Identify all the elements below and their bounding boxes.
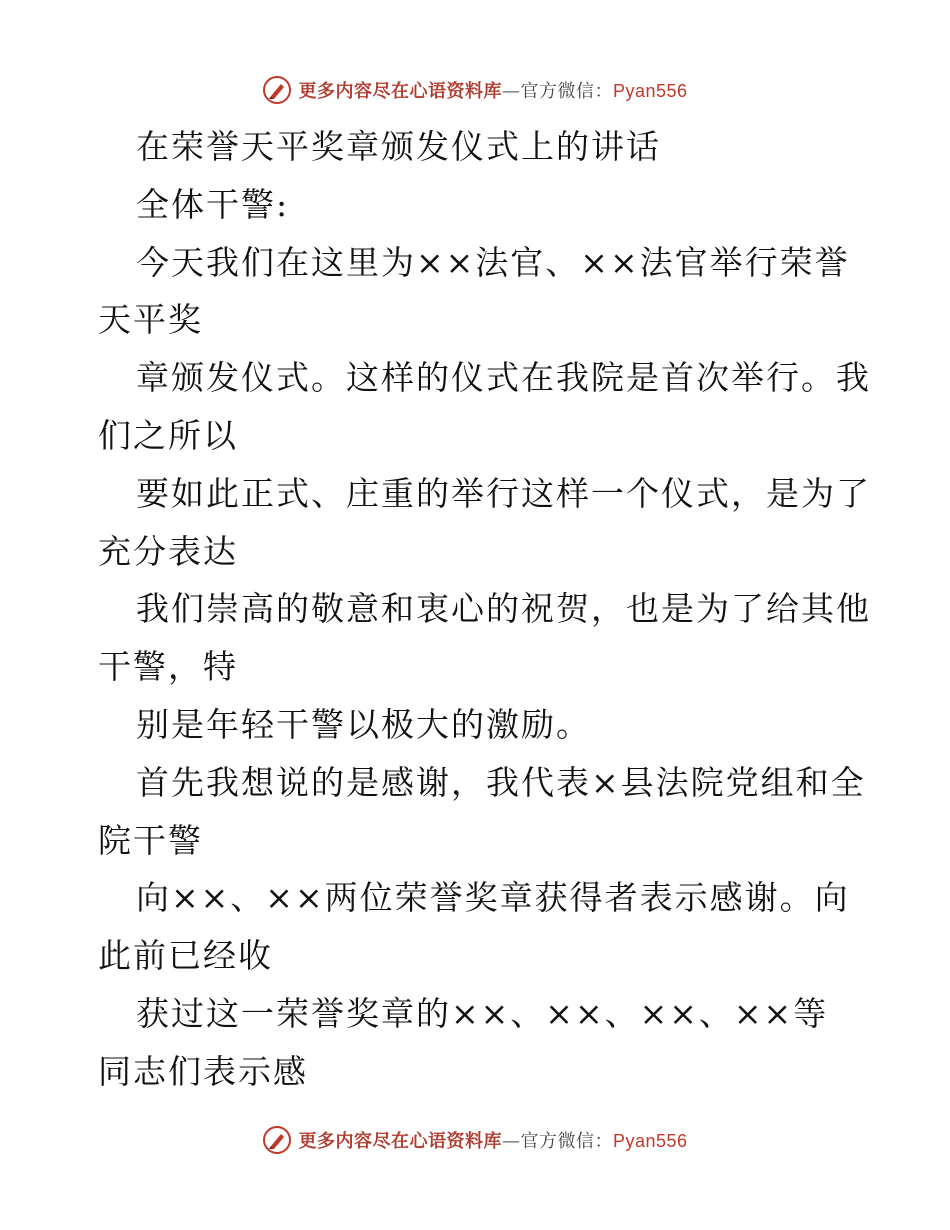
text-line: 干警，特 — [98, 647, 238, 687]
banner-wechat-id: Pyan556 — [612, 1131, 688, 1151]
footer-banner — [0, 1120, 950, 1160]
text-line: 今天我们在这里为××法官、××法官举行荣誉 — [136, 242, 850, 282]
text-line: 获过这一荣誉奖章的××、××、××、××等 — [136, 993, 829, 1033]
document-title: 在荣誉天平奖章颁发仪式上的讲话 — [136, 127, 661, 166]
banner-dash: — — [501, 1131, 521, 1152]
banner-wechat-label: 官方微信： — [520, 81, 613, 102]
text-line: 们之所以 — [98, 415, 238, 455]
text-line: 章颁发仪式。这样的仪式在我院是首次举行。我 — [136, 358, 871, 398]
banner-text — [298, 77, 687, 103]
text-line: 此前已经收 — [98, 936, 273, 976]
text-line: 同志们表示感 — [98, 1051, 308, 1091]
text-line: 别是年轻干警以极大的激励。 — [136, 704, 591, 744]
text-line: 我们崇高的敬意和衷心的祝贺，也是为了给其他 — [136, 589, 871, 629]
header-banner — [0, 70, 950, 110]
text-line: 院干警 — [98, 820, 203, 860]
banner-text — [298, 1127, 687, 1153]
banner-wechat-id: Pyan556 — [612, 81, 688, 101]
salutation: 全体干警: — [136, 184, 290, 224]
text-line: 要如此正式、庄重的举行这样一个仪式，是为了 — [136, 473, 871, 513]
text-line: 首先我想说的是感谢，我代表×县法院党组和全 — [136, 762, 866, 802]
text-line: 充分表达 — [98, 531, 238, 571]
banner-main-text: 更多内容尽在心语资料库 — [298, 1131, 502, 1152]
document-body — [98, 118, 871, 1101]
text-line: 向××、××两位荣誉奖章获得者表示感谢。向 — [136, 878, 850, 918]
pen-nib-logo-icon — [262, 1125, 292, 1155]
banner-wechat-label: 官方微信： — [520, 1131, 613, 1152]
banner-dash: — — [501, 81, 521, 102]
text-line: 天平奖 — [98, 300, 203, 340]
banner-main-text: 更多内容尽在心语资料库 — [298, 81, 502, 102]
pen-nib-logo-icon — [262, 75, 292, 105]
